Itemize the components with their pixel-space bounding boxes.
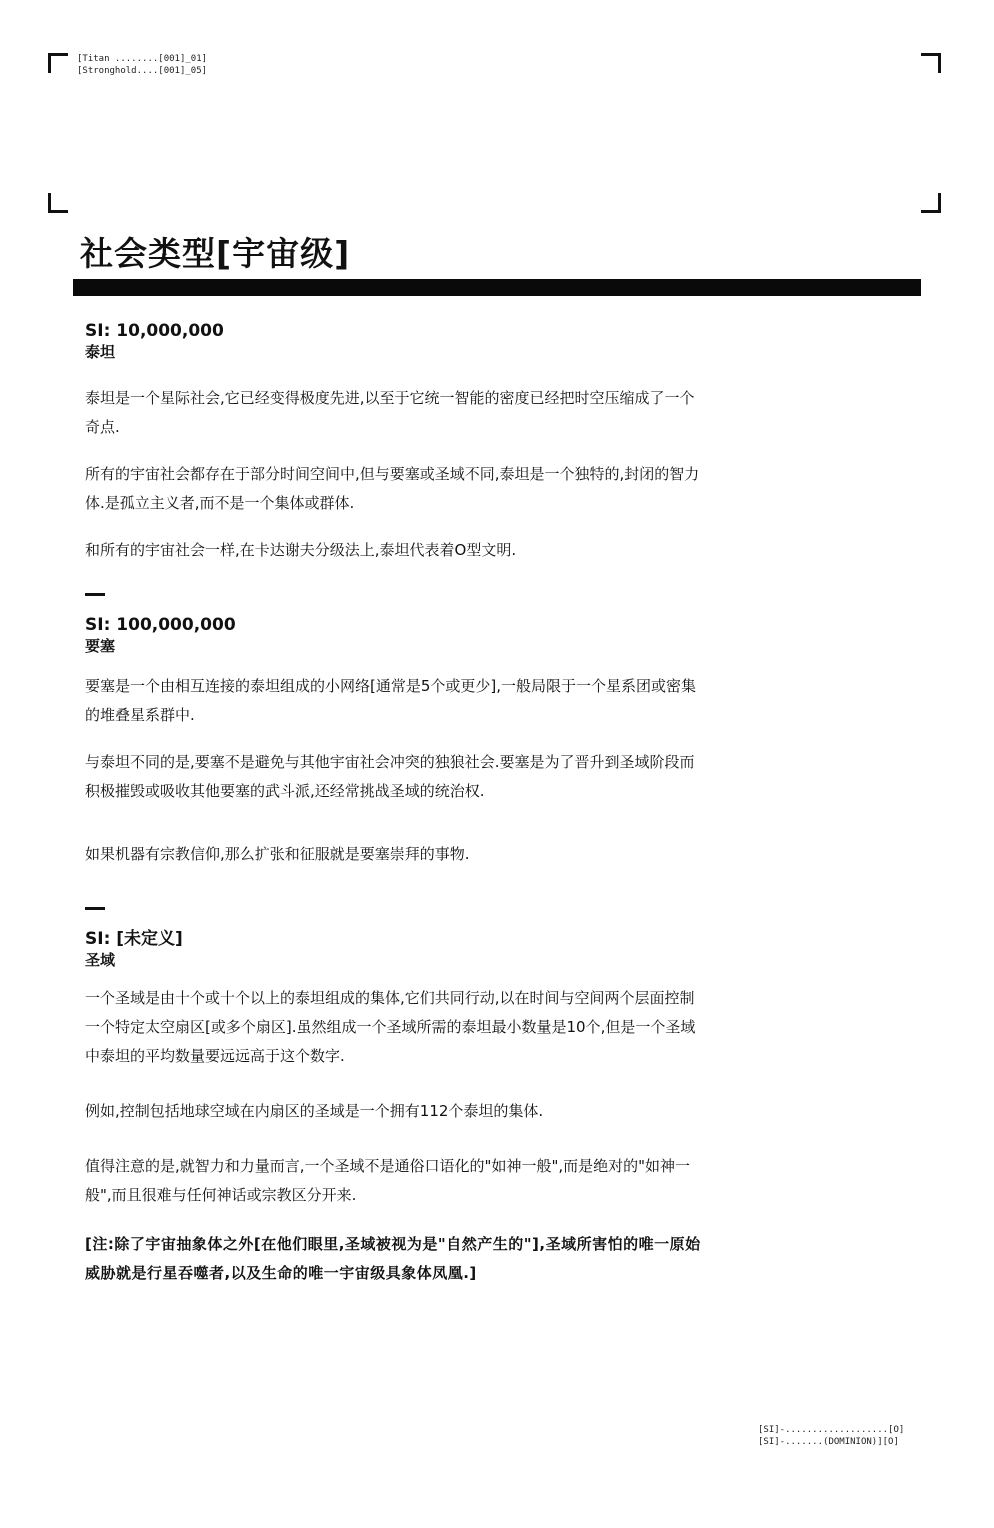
- paragraph: 和所有的宇宙社会一样,在卡达谢夫分级法上,泰坦代表着O型文明.: [85, 541, 517, 559]
- corner-mark: [921, 193, 941, 213]
- paragraph: 要塞是一个由相互连接的泰坦组成的小网络[通常是5个或更少],一般局限于一个星系团或密集的堆叠星系群中.: [85, 677, 697, 724]
- section-titan: [85, 320, 705, 565]
- si-value: SI: [未定义]: [85, 929, 183, 949]
- footer-tag: [758, 1424, 904, 1448]
- divider: [85, 593, 105, 596]
- tag-line: [SI]-...................[O]: [758, 1425, 905, 1435]
- section-stronghold: [85, 614, 705, 869]
- title-bar: [73, 279, 921, 296]
- section-name: 圣域: [85, 951, 116, 969]
- section-dominion: [85, 928, 705, 1288]
- page-title: 社会类型[宇宙级]: [80, 234, 351, 273]
- si-value: SI: 100,000,000: [85, 615, 236, 635]
- corner-mark: [48, 53, 68, 73]
- corner-mark: [921, 53, 941, 73]
- header-tag: [77, 53, 207, 77]
- paragraph: 如果机器有宗教信仰,那么扩张和征服就是要塞崇拜的事物.: [85, 845, 470, 863]
- tag-line: [Stronghold....[001]_05]: [77, 66, 208, 76]
- content: [85, 320, 705, 1288]
- si-value: SI: 10,000,000: [85, 321, 224, 341]
- paragraph: 值得注意的是,就智力和力量而言,一个圣域不是通俗口语化的"如神一般",而是绝对的"如神一般",而且很难与任何神话或宗教区分开来.: [85, 1157, 691, 1204]
- section-name: 泰坦: [85, 343, 116, 361]
- corner-mark: [48, 193, 68, 213]
- section-name: 要塞: [85, 637, 116, 655]
- paragraph: 与泰坦不同的是,要塞不是避免与其他宇宙社会冲突的独狼社会.要塞是为了晋升到圣域阶段而积极摧毁或吸收其他要塞的武斗派,还经常挑战圣域的统治权.: [85, 753, 695, 800]
- paragraph: 例如,控制包括地球空域在内扇区的圣域是一个拥有112个泰坦的集体.: [85, 1102, 544, 1120]
- tag-line: [SI]-.......(DOMINION)][O]: [758, 1437, 899, 1447]
- note: [注:除了宇宙抽象体之外[在他们眼里,圣域被视为是"自然产生的"],圣域所害怕的唯一原始威胁就是行星吞噬者,以及生命的唯一宇宙级具象体凤凰.]: [85, 1235, 701, 1282]
- divider: [85, 907, 105, 910]
- tag-line: [Titan ........[001]_01]: [77, 54, 208, 64]
- paragraph: 一个圣域是由十个或十个以上的泰坦组成的集体,它们共同行动,以在时间与空间两个层面控制一个特定太空扇区[或多个扇区].虽然组成一个圣域所需的泰坦最小数量是10个,但是一个圣域中泰坦的平均数量要远远高于这个数字.: [85, 989, 696, 1065]
- paragraph: 所有的宇宙社会都存在于部分时间空间中,但与要塞或圣域不同,泰坦是一个独特的,封闭的智力体.是孤立主义者,而不是一个集体或群体.: [85, 465, 700, 512]
- paragraph: 泰坦是一个星际社会,它已经变得极度先进,以至于它统一智能的密度已经把时空压缩成了一个奇点.: [85, 389, 695, 436]
